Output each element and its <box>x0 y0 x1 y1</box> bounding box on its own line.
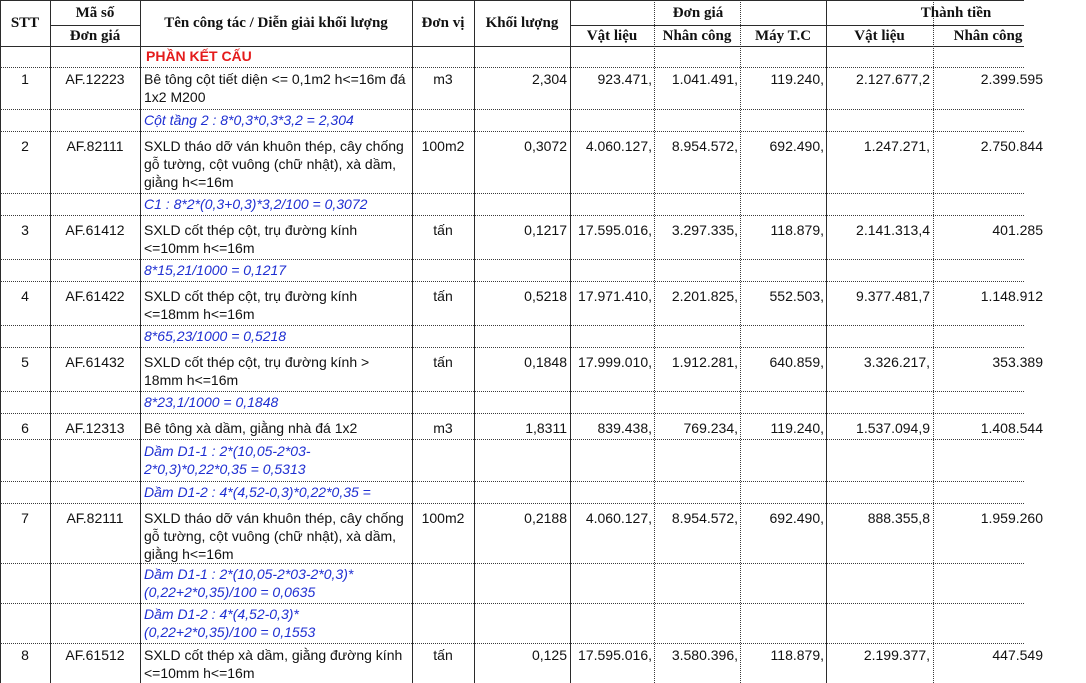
row-unit: tấn <box>433 288 453 304</box>
row-code[interactable]: AF.61512 <box>65 647 125 663</box>
grid-line <box>0 0 1024 1</box>
row-calc-note[interactable]: Cột tầng 2 : 8*0,3*0,3*3,2 = 2,304 <box>144 112 354 128</box>
grid-line <box>0 131 1024 132</box>
row-quantity[interactable]: 0,1217 <box>524 222 567 238</box>
row-unit-price-material: 17.595.016, <box>578 222 652 238</box>
row-quantity[interactable]: 0,3072 <box>524 138 567 154</box>
row-code[interactable]: AF.61432 <box>65 354 125 370</box>
section-title: PHẦN KẾT CẤU <box>146 48 252 64</box>
row-total-labor: 353.389 <box>992 354 1043 370</box>
grid-line <box>0 643 1024 644</box>
grid-line <box>0 215 1024 216</box>
grid-line <box>0 413 1024 414</box>
row-unit: m3 <box>433 71 453 87</box>
row-unit-price-machine: 118.879, <box>770 647 824 663</box>
row-total-material: 1.247.271, <box>863 138 930 154</box>
row-quantity[interactable]: 0,5218 <box>524 288 567 304</box>
row-unit-price-machine: 692.490, <box>769 510 824 526</box>
header-ten-cong-tac: Tên công tác / Diễn giải khối lượng <box>164 15 388 31</box>
grid-line <box>0 281 1024 282</box>
row-total-labor: 2.399.595 <box>980 71 1043 87</box>
row-total-labor: 1.408.544 <box>980 420 1043 436</box>
row-unit: m3 <box>433 420 453 436</box>
grid-line <box>0 603 1024 604</box>
header-thanh-tien: Thành tiền <box>920 5 992 21</box>
grid-line <box>0 391 1024 392</box>
row-quantity[interactable]: 1,8311 <box>525 420 567 436</box>
row-calc-note[interactable]: 8*23,1/1000 = 0,1848 <box>144 394 279 410</box>
row-quantity[interactable]: 0,125 <box>531 647 567 663</box>
header-vat-lieu: Vật liệu <box>586 28 638 44</box>
row-total-material: 2.199.377, <box>863 647 930 663</box>
grid-line <box>0 481 1024 482</box>
row-unit: tấn <box>433 647 453 663</box>
grid-line <box>826 0 827 683</box>
row-description[interactable]: SXLD tháo dỡ ván khuôn thép, cây chống gỗ tường, cột vuông (chữ nhật), xà dầm, giằng h<=16m <box>144 138 404 190</box>
row-stt: 8 <box>21 647 29 663</box>
grid-line <box>0 67 1024 68</box>
grid-line <box>0 325 1024 326</box>
header-ma-so: Mã số <box>75 5 115 21</box>
grid-line <box>570 25 1024 26</box>
row-total-labor: 2.750.844 <box>980 138 1043 154</box>
grid-line <box>50 0 51 683</box>
row-unit: 100m2 <box>421 510 465 526</box>
row-unit-price-machine: 118.879, <box>770 222 824 238</box>
row-stt: 7 <box>21 510 29 526</box>
grid-line <box>140 0 141 683</box>
header-thanh-tien-vat-lieu: Vật liệu <box>854 28 905 44</box>
header-don-vi: Đơn vị <box>421 15 465 31</box>
grid-line <box>740 0 741 683</box>
row-unit-price-labor: 769.234, <box>683 420 738 436</box>
row-stt: 3 <box>21 222 29 238</box>
row-unit-price-labor: 8.954.572, <box>671 138 738 154</box>
grid-line <box>0 439 1024 440</box>
row-unit-price-labor: 3.297.335, <box>671 222 738 238</box>
row-unit-price-material: 4.060.127, <box>585 510 652 526</box>
grid-line <box>0 347 1024 348</box>
row-quantity[interactable]: 0,1848 <box>524 354 567 370</box>
row-calc-note[interactable]: Dầm D1-1 : 2*(10,05-2*03-2*0,3)*0,22*0,35 = 0,5313 <box>144 443 311 477</box>
row-code[interactable]: AF.12223 <box>65 71 125 87</box>
row-total-labor: 401.285 <box>992 222 1043 238</box>
row-unit: tấn <box>433 222 453 238</box>
header-thanh-tien-nhan-cong: Nhân công <box>953 28 1023 44</box>
row-quantity[interactable]: 2,304 <box>531 71 567 87</box>
row-unit-price-machine: 552.503, <box>769 288 824 304</box>
row-calc-note[interactable]: 8*65,23/1000 = 0,5218 <box>144 328 287 344</box>
row-description[interactable]: Bê tông xà dầm, giằng nhà đá 1x2 <box>144 420 358 436</box>
grid-line <box>0 109 1024 110</box>
row-stt: 5 <box>21 354 29 370</box>
row-code[interactable]: AF.82111 <box>66 138 124 154</box>
row-calc-note[interactable]: C1 : 8*2*(0,3+0,3)*3,2/100 = 0,3072 <box>144 196 368 212</box>
row-stt: 6 <box>21 420 29 436</box>
row-description[interactable]: Bê tông cột tiết diện <= 0,1m2 h<=16m đá 1x2 M200 <box>144 71 406 105</box>
row-unit-price-machine: 692.490, <box>769 138 824 154</box>
row-code[interactable]: AF.12313 <box>65 420 125 436</box>
row-unit-price-machine: 119.240, <box>770 420 824 436</box>
row-unit-price-material: 4.060.127, <box>585 138 652 154</box>
row-unit-price-material: 923.471, <box>597 71 652 87</box>
grid-line <box>0 563 1024 564</box>
grid-line <box>654 0 655 683</box>
row-description[interactable]: SXLD cốt thép xà dầm, giằng đường kính <=10mm h<=16m <box>144 647 403 681</box>
header-ma-so-sub: Đơn giá <box>69 28 121 44</box>
row-calc-note[interactable]: 8*15,21/1000 = 0,1217 <box>144 262 287 278</box>
grid-line <box>933 0 934 683</box>
header-stt: STT <box>10 15 40 31</box>
row-unit-price-labor: 1.041.491, <box>671 71 738 87</box>
header-nhan-cong: Nhân công <box>662 28 732 44</box>
row-calc-note[interactable]: Dầm D1-1 : 2*(10,05-2*03-2*0,3)*(0,22+2*0,35)/100 = 0,0635 <box>144 566 354 600</box>
row-code[interactable]: AF.61412 <box>65 222 125 238</box>
row-total-material: 2.141.313,4 <box>856 222 930 238</box>
grid-line <box>0 259 1024 260</box>
row-unit-price-labor: 2.201.825, <box>671 288 738 304</box>
row-unit-price-labor: 3.580.396, <box>671 647 738 663</box>
row-unit-price-machine: 119.240, <box>770 71 824 87</box>
header-may-tc: Máy T.C <box>754 28 812 44</box>
row-stt: 1 <box>21 71 29 87</box>
row-description[interactable]: SXLD tháo dỡ ván khuôn thép, cây chống gỗ tường, cột vuông (chữ nhật), xà dầm, giằng h<=16m <box>144 510 404 562</box>
row-unit-price-material: 17.999.010, <box>578 354 652 370</box>
grid-line <box>50 25 140 26</box>
row-total-labor: 447.549 <box>992 647 1043 663</box>
row-calc-note[interactable]: Dầm D1-2 : 4*(4,52-0,3)*(0,22+2*0,35)/100 = 0,1553 <box>144 606 316 640</box>
row-code[interactable]: AF.82111 <box>66 510 124 526</box>
row-unit-price-machine: 640.859, <box>769 354 824 370</box>
row-unit-price-material: 17.595.016, <box>578 647 652 663</box>
row-description[interactable]: SXLD cốt thép cột, trụ đường kính <=10mm h<=16m <box>144 222 358 256</box>
row-total-material: 888.355,8 <box>867 510 930 526</box>
row-total-material: 2.127.677,2 <box>856 71 930 87</box>
grid-line <box>0 193 1024 194</box>
row-total-material: 1.537.094,9 <box>856 420 930 436</box>
row-total-material: 9.377.481,7 <box>856 288 930 304</box>
row-stt: 2 <box>21 138 29 154</box>
row-total-material: 3.326.217, <box>863 354 930 370</box>
grid-line <box>0 503 1024 504</box>
row-total-labor: 1.959.260 <box>980 510 1043 526</box>
row-unit-price-labor: 8.954.572, <box>671 510 738 526</box>
row-unit-price-material: 839.438, <box>597 420 652 436</box>
row-description[interactable]: SXLD cốt thép cột, trụ đường kính > 18mm h<=16m <box>144 354 370 388</box>
grid-line <box>412 0 413 683</box>
header-don-gia: Đơn giá <box>672 5 724 21</box>
row-stt: 4 <box>21 288 29 304</box>
row-code[interactable]: AF.61422 <box>65 288 125 304</box>
row-unit: tấn <box>433 354 453 370</box>
row-quantity[interactable]: 0,2188 <box>524 510 567 526</box>
row-unit-price-material: 17.971.410, <box>578 288 652 304</box>
row-total-labor: 1.148.912 <box>980 288 1043 304</box>
row-unit-price-labor: 1.912.281, <box>671 354 738 370</box>
row-description[interactable]: SXLD cốt thép cột, trụ đường kính <=18mm h<=16m <box>144 288 358 322</box>
header-khoi-luong: Khối lượng <box>485 15 559 31</box>
grid-line <box>474 0 475 683</box>
row-calc-note[interactable]: Dầm D1-2 : 4*(4,52-0,3)*0,22*0,35 = <box>144 484 371 500</box>
grid-line <box>0 0 1 683</box>
grid-line <box>570 0 571 683</box>
row-unit: 100m2 <box>421 138 465 154</box>
